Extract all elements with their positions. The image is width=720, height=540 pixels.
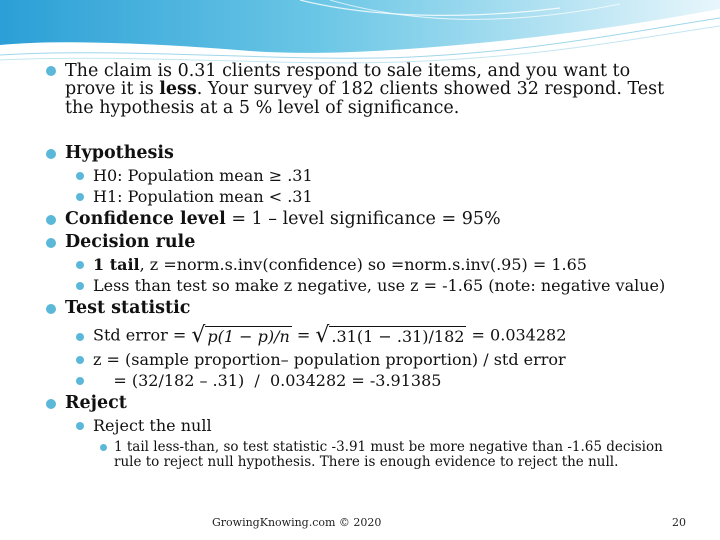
footer-source: GrowingKnowing.com © 2020 (212, 516, 382, 529)
page-number: 20 (672, 516, 686, 529)
bullet-icon (100, 444, 107, 451)
std-error-item: Std error = √ p(1 − p)/n = √ .31(1 − .31)/182 = 0.034282 (44, 325, 684, 347)
bullet-icon (76, 356, 84, 364)
confidence-item: Confidence level = 1 – level significance = 95% (44, 211, 684, 229)
reject-sub-item: Reject the null (44, 418, 684, 434)
hypothesis-heading: Hypothesis (44, 145, 684, 163)
decision-less-item: Less than test so make z negative, use z = -1.65 (note: negative value) (44, 278, 684, 294)
decision-heading: Decision rule (44, 234, 684, 252)
bullet-icon (46, 66, 56, 76)
slide-content (44, 62, 684, 471)
h0-item: H0: Population mean ≥ .31 (44, 168, 684, 184)
bullet-icon (46, 149, 56, 159)
decision-tail-item: 1 tail, z =norm.s.inv(confidence) so =norm.s.inv(.95) = 1.65 (44, 257, 684, 273)
reject-heading: Reject (44, 395, 684, 413)
intro-bold: less (159, 79, 197, 100)
bullet-icon (76, 333, 84, 341)
bullet-icon (46, 215, 56, 225)
bullet-icon (46, 399, 56, 409)
bullet-icon (76, 261, 84, 269)
intro-text-1: The claim is 0.31 clients respond to sale items, and you want to prove it is (65, 61, 631, 100)
reject-detail-item: 1 tail less-than, so test statistic -3.91 must be more negative than -1.65 decision rule to reject null hypothesis. There is enough evidence to reject the null. (44, 440, 684, 471)
header-banner (0, 0, 720, 70)
bullet-icon (76, 193, 84, 201)
bullet-icon (76, 422, 84, 430)
std-formula-sqrt-2: √ .31(1 − .31)/182 (315, 323, 465, 349)
std-formula-sqrt: √ p(1 − p)/n (191, 323, 290, 349)
bullet-icon (46, 238, 56, 248)
bullet-icon (76, 172, 84, 180)
intro-paragraph (44, 62, 684, 117)
bullet-icon (46, 304, 56, 314)
intro-text-2: . Your survey of 182 clients showed 32 respond. Test the hypothesis at a 5 % level of significance. (65, 79, 665, 118)
bullet-icon (76, 282, 84, 290)
z-formula-item: z = (sample proportion– population proportion) / std error (44, 352, 684, 368)
test-statistic-heading: Test statistic (44, 300, 684, 318)
h1-item: H1: Population mean < .31 (44, 189, 684, 205)
bullet-icon (76, 377, 84, 385)
z-calc-item: = (32/182 – .31) / 0.034282 = -3.91385 (44, 373, 684, 389)
